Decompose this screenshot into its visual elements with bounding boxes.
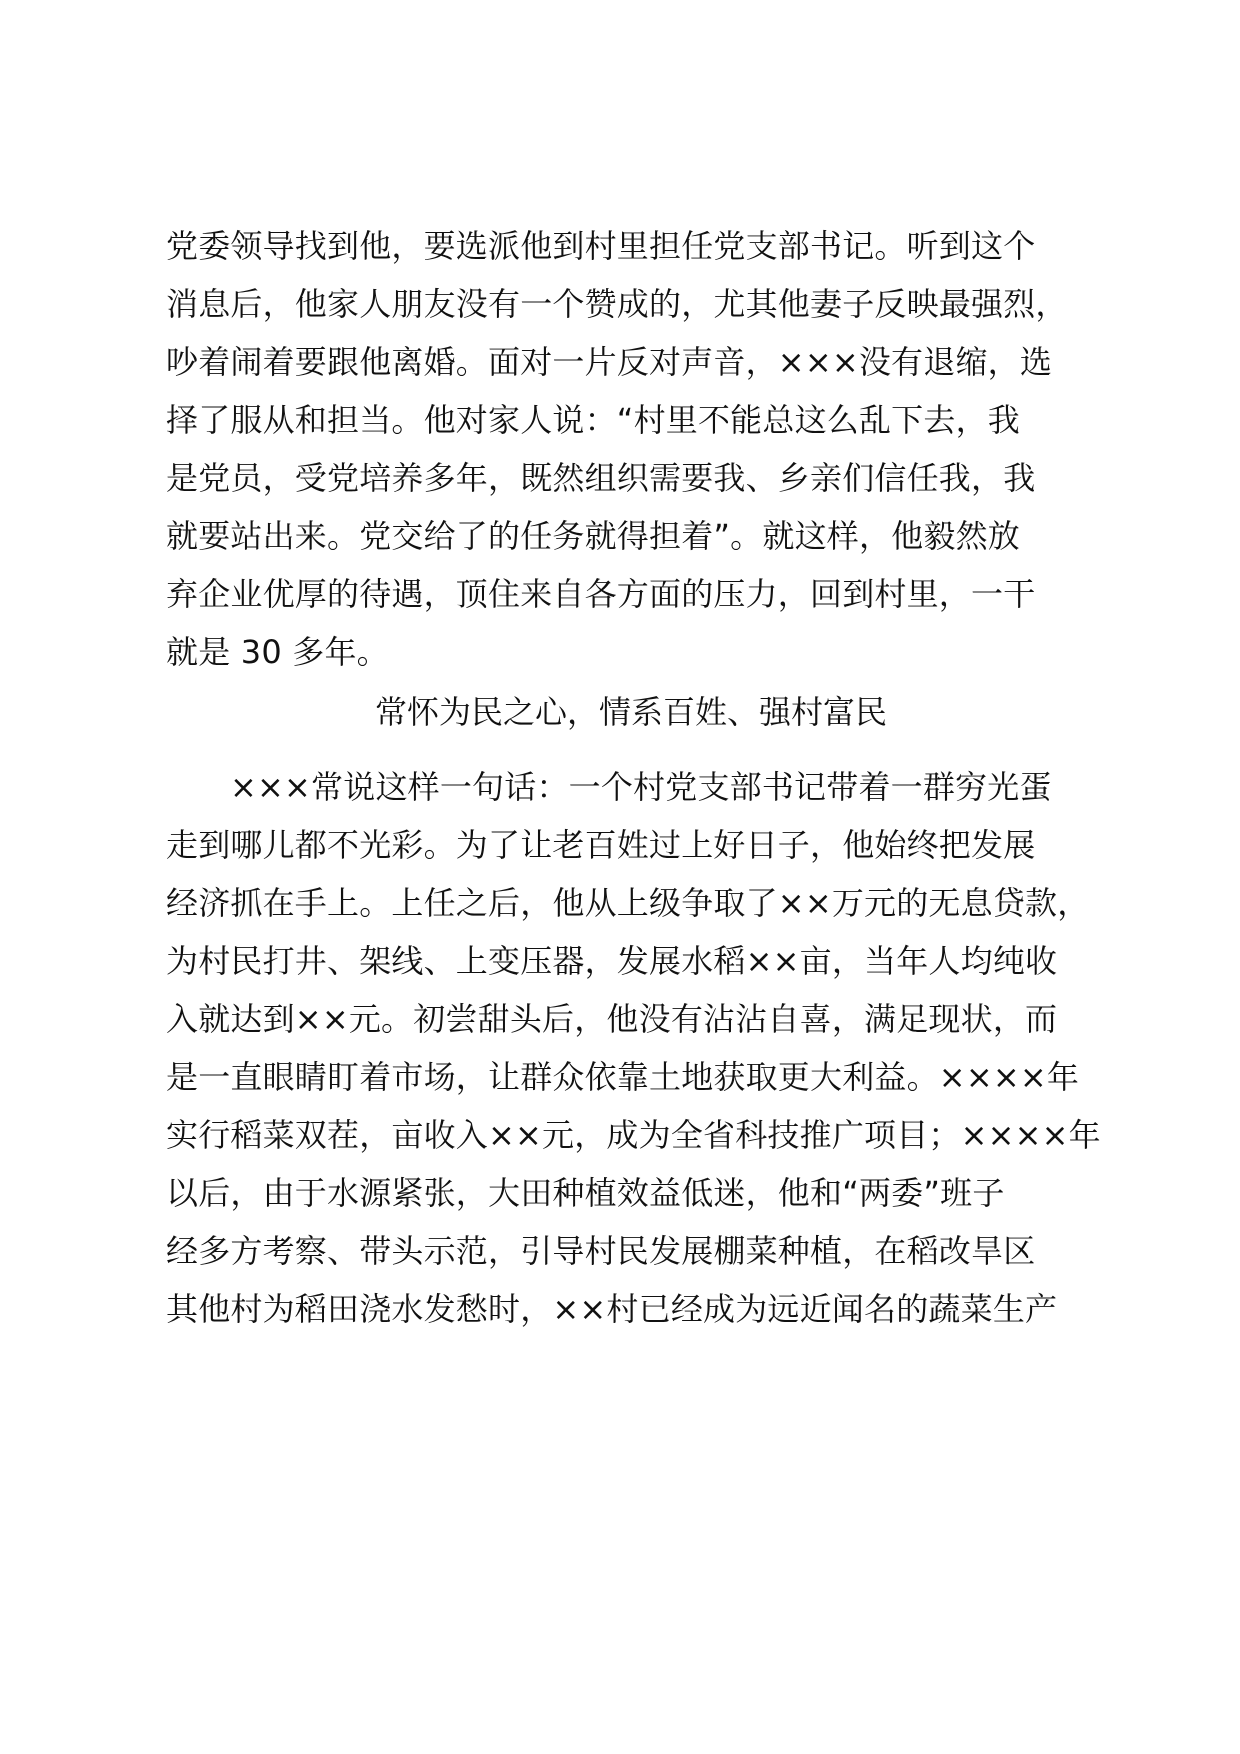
paragraph-2-line-9: 经多方考察、带头示范，引导村民发展棚菜种植，在稻改旱区: [166, 1232, 1036, 1270]
paragraph-1-line-1: 党委领导找到他，要选派他到村里担任党支部书记。听到这个: [166, 227, 1036, 265]
paragraph-2-line-1: ×××常说这样一句话：一个村党支部书记带着一群穷光蛋: [230, 768, 1052, 806]
paragraph-1-line-8: 就是 30 多年。: [166, 633, 389, 671]
paragraph-1-line-4: 择了服从和担当。他对家人说：“村里不能总这么乱下去，我: [166, 401, 1020, 439]
paragraph-2-line-6: 是一直眼睛盯着市场，让群众依靠土地获取更大利益。××××年: [166, 1058, 1080, 1096]
paragraph-1-line-5: 是党员，受党培养多年，既然组织需要我、乡亲们信任我，我: [166, 459, 1036, 497]
paragraph-2-line-4: 为村民打井、架线、上变压器，发展水稻××亩，当年人均纯收: [166, 942, 1058, 980]
paragraph-2-line-3: 经济抓在手上。上任之后，他从上级争取了××万元的无息贷款，: [166, 884, 1090, 922]
paragraph-1-line-7: 弃企业优厚的待遇，顶住来自各方面的压力，回到村里，一干: [166, 575, 1036, 613]
paragraph-2-line-2: 走到哪儿都不光彩。为了让老百姓过上好日子，他始终把发展: [166, 826, 1036, 864]
paragraph-1-line-3: 吵着闹着要跟他离婚。面对一片反对声音，×××没有退缩，选: [166, 343, 1053, 381]
paragraph-1-line-2: 消息后，他家人朋友没有一个赞成的，尤其他妻子反映最强烈，: [166, 285, 1068, 323]
paragraph-2-line-10: 其他村为稻田浇水发愁时，××村已经成为远近闻名的蔬菜生产: [166, 1290, 1058, 1328]
section-heading: 常怀为民之心，情系百姓、强村富民: [374, 693, 887, 731]
paragraph-2-line-5: 入就达到××元。初尝甜头后，他没有沾沾自喜，满足现状，而: [166, 1000, 1058, 1038]
paragraph-2-line-7: 实行稻菜双茬，亩收入××元，成为全省科技推广项目；××××年: [166, 1116, 1101, 1154]
paragraph-1-line-6: 就要站出来。党交给了的任务就得担着”。就这样，他毅然放: [166, 517, 1020, 555]
paragraph-2-line-8: 以后，由于水源紧张，大田种植效益低迷，他和“两委”班子: [166, 1174, 1005, 1212]
